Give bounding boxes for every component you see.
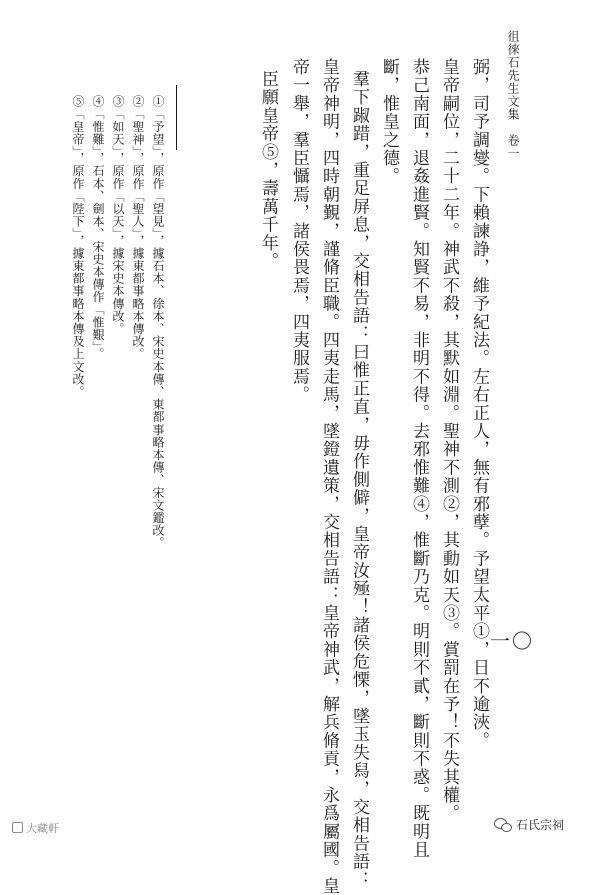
main-text-column: 皇帝神明，四時朝覲，謹脩臣職。四夷走馬，墜鐙遺策，交相告語：皇帝神武，解兵脩貢，永爲屬國。皇	[319, 58, 339, 895]
main-text-column: 臣願皇帝⑤，壽萬千年。	[258, 70, 278, 271]
watermark-left-text: 大藏軒	[26, 822, 59, 835]
brand-icon	[12, 822, 23, 833]
main-text-column: 羣下踧踖，重足屏息，交相告語：曰惟正直，毋作側僻，皇帝汝殛！諸侯危慄，墜玉失舄，交相告語：	[349, 70, 369, 889]
watermark-right-text: 石氏宗祠	[516, 818, 565, 832]
book-header	[507, 30, 519, 160]
watermark-left	[12, 820, 59, 836]
main-text-column: 皇帝嗣位，二十二年。神武不殺，其默如淵。聖神不測②，其動如天③。賞罰在予！不失其權。	[439, 58, 459, 823]
main-text-column: 斷，惟皇之德。	[379, 58, 399, 186]
page-number: 一〇	[490, 629, 534, 653]
volume-label: 卷一	[506, 134, 520, 160]
footnote: ①「予望」，原作「望見」，據石本、徐本、宋史本傳、東都事略本傳、宋文鑑改。	[151, 95, 165, 550]
footnote: ③「如天」，原作「以天」，據宋史本傳改。	[111, 95, 125, 335]
wechat-icon	[494, 818, 512, 832]
main-text-column: 恭己南面，退姦進賢。知賢不易，非明不得。去邪惟難④，惟斷乃克。明則不貳，斷則不惑。既明且	[409, 58, 429, 859]
footnote: ②「聖神」，原作「聖人」，據東都事略本傳改。	[131, 95, 145, 361]
main-text-column: 弼，司予調燮。下賴諫諍，維予紀法。左右正人，無有邪孽。予望太平①，日不逾浹。	[469, 58, 489, 750]
main-text-column: 帝一舉，羣臣懾焉，諸侯畏焉，四夷服焉。	[289, 58, 309, 404]
book-title: 徂徠石先生文集	[506, 30, 520, 121]
watermark-right	[488, 814, 570, 835]
footnote: ④「惟難」，石本、劍本、宋史本傳作「惟艱」。	[91, 95, 105, 361]
notes-divider	[176, 85, 177, 150]
footnote: ⑤「皇帝」，原作「陛下」，據東都事略本傳及上文改。	[71, 95, 85, 398]
